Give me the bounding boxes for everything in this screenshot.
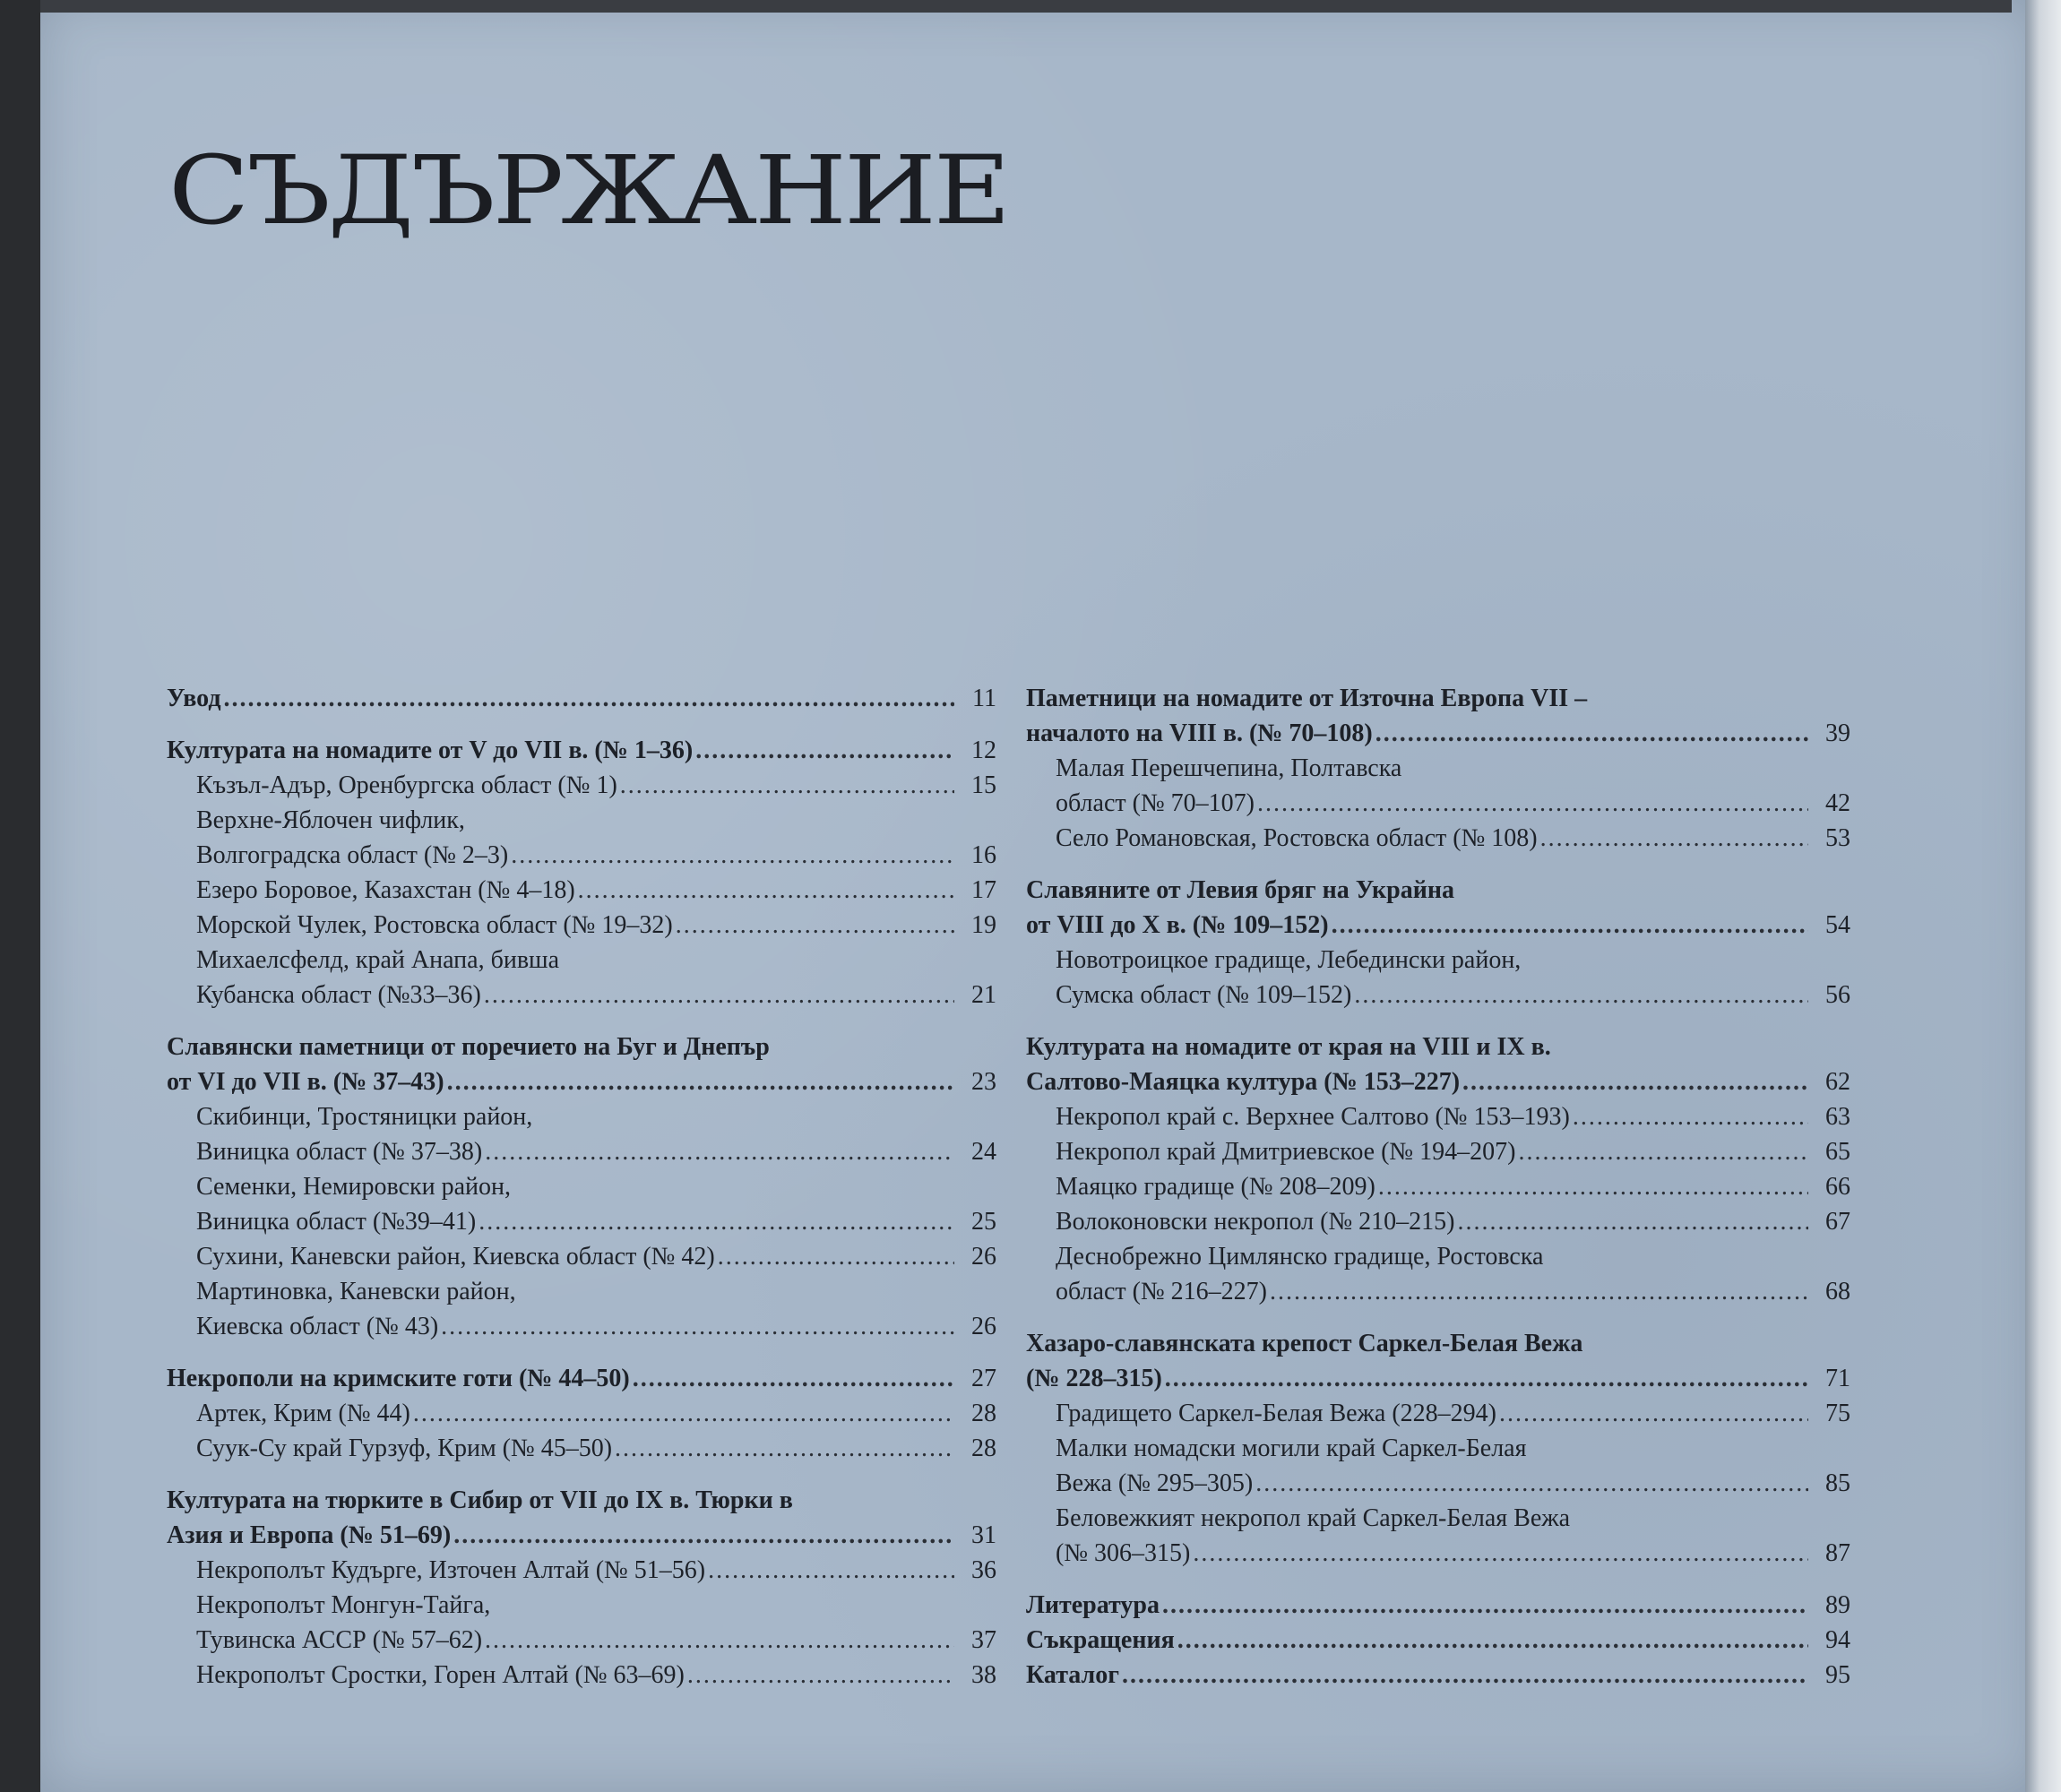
toc-page-number: 17 (971, 876, 996, 904)
toc-entry-title: Литература (1026, 1591, 1160, 1619)
toc-entry-line (1026, 1396, 1850, 1431)
toc-entry-line (167, 1134, 996, 1169)
toc-entry-line (167, 1431, 996, 1466)
toc-page-number: 38 (971, 1661, 996, 1689)
toc-entry-text-line: Семенки, Немировски район, (196, 1173, 511, 1201)
toc-entry-title: Некрополът Кудърге, Източен Алтай (№ 51–56) (196, 1556, 706, 1584)
toc-column-right (1026, 681, 1850, 1693)
toc-subentry (167, 1553, 996, 1588)
toc-page-number: 21 (971, 981, 996, 1009)
toc-entry-line (167, 1658, 996, 1693)
toc-subentry (1026, 1169, 1850, 1204)
dot-leader (676, 908, 954, 943)
dot-leader (224, 681, 954, 716)
toc-entry-line (167, 1396, 996, 1431)
toc-entry-line (1026, 1204, 1850, 1239)
dot-leader (1255, 1466, 1808, 1501)
toc-page-number: 95 (1825, 1661, 1850, 1689)
toc-page-number: 56 (1825, 981, 1850, 1009)
toc-entry-text-line: Новотроицкое градище, Лебедински район, (1056, 946, 1522, 974)
dot-leader (1177, 1623, 1808, 1658)
toc-page-number: 19 (971, 911, 996, 939)
toc-entry-title: Суук-Су край Гурзуф, Крим (№ 45–50) (196, 1434, 613, 1462)
toc-page-number: 15 (971, 771, 996, 799)
toc-page-number: 53 (1825, 824, 1850, 852)
toc-entry-line (1026, 716, 1850, 751)
toc-subentry (167, 1274, 996, 1344)
toc-entry-line (167, 1518, 996, 1553)
toc-page-number: 94 (1825, 1626, 1850, 1654)
toc-entry-line (167, 873, 996, 908)
toc-entry-line (167, 768, 996, 803)
toc-entry-title: Културата на номадите от V до VII в. (№ 1–36) (167, 737, 694, 764)
toc-section-entry (167, 1030, 996, 1099)
dot-leader (1573, 1099, 1808, 1134)
dot-leader (453, 1518, 954, 1553)
toc-entry-text-line: Деснобрежно Цимлянско градище, Ростовска (1056, 1243, 1544, 1271)
toc-column-left (167, 681, 996, 1693)
toc-section-entry (1026, 873, 1850, 943)
toc-page-number: 66 (1825, 1173, 1850, 1201)
toc-page-number: 28 (971, 1434, 996, 1462)
toc-page-number: 24 (971, 1138, 996, 1166)
toc-entry-title: Вежа (№ 295–305) (1056, 1469, 1254, 1497)
toc-subentry (1026, 821, 1850, 856)
dot-leader (615, 1431, 954, 1466)
toc-subentry (167, 908, 996, 943)
toc-page-number: 89 (1825, 1591, 1850, 1619)
toc-page-number: 67 (1825, 1208, 1850, 1236)
toc-entry-line (1026, 1536, 1850, 1571)
toc-page-number: 54 (1825, 911, 1850, 939)
toc-entry-title: началото на VIII в. (№ 70–108) (1026, 719, 1373, 747)
toc-subentry (1026, 1501, 1850, 1571)
toc-entry-text-line: Мартиновка, Каневски район, (196, 1278, 516, 1305)
toc-entry-text-line: Скибинци, Тростяницки район, (196, 1103, 533, 1131)
toc-entry-title: Сумска област (№ 109–152) (1056, 981, 1352, 1009)
toc-entry-title: Артек, Крим (№ 44) (196, 1400, 410, 1427)
toc-entry-line (1026, 1099, 1850, 1134)
toc-page-number: 28 (971, 1400, 996, 1427)
toc-section-entry (167, 1361, 996, 1396)
toc-page-number: 11 (972, 685, 996, 712)
toc-entry-text-line: Некрополът Монгун-Тайга, (196, 1591, 491, 1619)
dot-leader (633, 1361, 954, 1396)
toc-entry-line (1026, 978, 1850, 1012)
toc-entry-text-line: Беловежкият некропол край Саркел-Белая Вежа (1056, 1504, 1571, 1532)
dot-leader (708, 1553, 954, 1588)
toc-entry-line (1026, 1588, 1850, 1623)
toc-entry-line (1026, 1169, 1850, 1204)
toc-section-entry (1026, 1030, 1850, 1099)
toc-entry-text-line: Малая Перешчепина, Полтавска (1056, 754, 1402, 782)
dot-leader (1540, 821, 1808, 856)
toc-subentry (1026, 1204, 1850, 1239)
toc-entry-line (167, 1204, 996, 1239)
dot-leader (695, 733, 954, 768)
toc-entry-line (167, 1623, 996, 1658)
toc-entry-title: Градището Саркел-Белая Вежа (228–294) (1056, 1400, 1496, 1427)
toc-entry-title: Салтово-Маяцка култура (№ 153–227) (1026, 1068, 1461, 1096)
toc-page-number: 16 (971, 841, 996, 869)
dot-leader (485, 1623, 954, 1658)
dot-leader (1354, 978, 1808, 1012)
toc-entry-line (1026, 1658, 1850, 1693)
toc-section-entry (167, 681, 996, 716)
toc-entry-line (167, 1553, 996, 1588)
toc-page-number: 65 (1825, 1138, 1850, 1166)
dot-leader (1122, 1658, 1808, 1693)
toc-entry-text-line: Славянски паметници от поречието на Буг и Днепър (167, 1033, 770, 1061)
toc-entry-line (1026, 908, 1850, 943)
toc-entry-title: (№ 306–315) (1056, 1539, 1191, 1567)
toc-entry-title: Виницка област (№39–41) (196, 1208, 477, 1236)
toc-page-number: 26 (971, 1243, 996, 1271)
dot-leader (413, 1396, 954, 1431)
toc-entry-title: Маяцко градище (№ 208–209) (1056, 1173, 1375, 1201)
toc-subentry (1026, 943, 1850, 1012)
toc-section-entry (1026, 1658, 1850, 1693)
toc-page-number: 25 (971, 1208, 996, 1236)
dot-leader (1499, 1396, 1808, 1431)
toc-entry-title: Волгоградска област (№ 2–3) (196, 841, 509, 869)
toc-entry-line (1026, 1361, 1850, 1396)
toc-entry-text-line: Културата на номадите от края на VIII и IX в. (1026, 1033, 1551, 1061)
page-title: СЪДЪРЖАНИЕ (168, 134, 1008, 246)
toc-entry-line (167, 908, 996, 943)
toc-page-number: 42 (1825, 789, 1850, 817)
dot-leader (1257, 786, 1808, 821)
toc-page-number: 75 (1825, 1400, 1850, 1427)
toc-subentry (167, 768, 996, 803)
dot-leader (511, 838, 954, 873)
toc-subentry (1026, 751, 1850, 821)
toc-entry-line (167, 1064, 996, 1099)
toc-page-number: 12 (971, 737, 996, 764)
dot-leader (1378, 1169, 1808, 1204)
dot-leader (447, 1064, 954, 1099)
toc-entry-text-line: Верхне-Яблочен чифлик, (196, 806, 465, 834)
toc-entry-line (167, 1361, 996, 1396)
toc-page-number: 31 (971, 1521, 996, 1549)
page-top-shadow (40, 0, 2012, 13)
dot-leader (620, 768, 954, 803)
dot-leader (578, 873, 954, 908)
toc-entry-title: Некрополът Сростки, Горен Алтай (№ 63–69) (196, 1661, 685, 1689)
toc-page-number: 87 (1825, 1539, 1850, 1567)
toc-entry-line (1026, 821, 1850, 856)
dot-leader (484, 978, 954, 1012)
toc-entry-title: Морской Чулек, Ростовска област (№ 19–32) (196, 911, 673, 939)
dot-leader (1518, 1134, 1808, 1169)
toc-section-entry (167, 1483, 996, 1553)
toc-entry-title: Село Романовская, Ростовска област (№ 108) (1056, 824, 1538, 852)
toc-page-number: 71 (1825, 1365, 1850, 1392)
dot-leader (485, 1134, 954, 1169)
toc-entry-title: Тувинска АССР (№ 57–62) (196, 1626, 483, 1654)
page-edge (2025, 0, 2061, 1792)
toc-entry-text-line: Славяните от Левия бряг на Украйна (1026, 876, 1454, 904)
toc-entry-title: Увод (167, 685, 221, 712)
toc-entry-text-line: Паметници на номадите от Източна Европа VII – (1026, 685, 1588, 712)
toc-entry-title: Волоконовски некропол (№ 210–215) (1056, 1208, 1455, 1236)
dot-leader (1162, 1588, 1808, 1623)
toc-section-entry (1026, 1588, 1850, 1623)
toc-subentry (167, 1588, 996, 1658)
toc-subentry (167, 803, 996, 873)
toc-entry-title: Некропол край Дмитриевское (№ 194–207) (1056, 1138, 1516, 1166)
toc-entry-text-line: Културата на тюрките в Сибир от VII до IX в. Тюрки в (167, 1486, 793, 1514)
toc-entry-title: от VIII до X в. (№ 109–152) (1026, 911, 1329, 939)
dot-leader (1193, 1536, 1808, 1571)
toc-subentry (167, 1099, 996, 1169)
dot-leader (1270, 1274, 1808, 1309)
toc-entry-line (167, 1309, 996, 1344)
dot-leader (1457, 1204, 1808, 1239)
toc-page-number: 26 (971, 1313, 996, 1340)
toc-subentry (1026, 1239, 1850, 1309)
toc-subentry (167, 1396, 996, 1431)
toc-subentry (1026, 1396, 1850, 1431)
dot-leader (441, 1309, 954, 1344)
toc-entry-title: Некропол край с. Верхнее Салтово (№ 153–193) (1056, 1103, 1570, 1131)
toc-entry-title: Къзъл-Адър, Оренбургска област (№ 1) (196, 771, 617, 799)
toc-page-number: 36 (971, 1556, 996, 1584)
toc-page-number: 68 (1825, 1278, 1850, 1305)
toc-section-entry (1026, 1326, 1850, 1396)
toc-entry-line (167, 1239, 996, 1274)
toc-entry-line (1026, 1274, 1850, 1309)
toc-page-number: 23 (971, 1068, 996, 1096)
toc-entry-line (167, 681, 996, 716)
dot-leader (1165, 1361, 1808, 1396)
toc-page-number: 27 (971, 1365, 996, 1392)
toc-entry-title: от VI до VII в. (№ 37–43) (167, 1068, 444, 1096)
toc-subentry (1026, 1134, 1850, 1169)
toc-page-number: 85 (1825, 1469, 1850, 1497)
toc-subentry (1026, 1431, 1850, 1501)
dot-leader (1332, 908, 1808, 943)
toc-subentry (167, 873, 996, 908)
toc-entry-title: (№ 228–315) (1026, 1365, 1162, 1392)
toc-entry-line (1026, 1623, 1850, 1658)
toc-entry-title: Виницка област (№ 37–38) (196, 1138, 483, 1166)
toc-page-number: 37 (971, 1626, 996, 1654)
toc-entry-title: област (№ 216–227) (1056, 1278, 1267, 1305)
toc-entry-title: Некрополи на кримските готи (№ 44–50) (167, 1365, 630, 1392)
toc-entry-line (1026, 1134, 1850, 1169)
toc-entry-title: област (№ 70–107) (1056, 789, 1255, 817)
toc-entry-title: Азия и Европа (№ 51–69) (167, 1521, 452, 1549)
toc-page-number: 63 (1825, 1103, 1850, 1131)
toc-entry-title: Езеро Боровое, Казахстан (№ 4–18) (196, 876, 575, 904)
toc-entry-line (167, 733, 996, 768)
toc-entry-line (1026, 1064, 1850, 1099)
toc-entry-text-line: Малки номадски могили край Саркел-Белая (1056, 1434, 1527, 1462)
dot-leader (1462, 1064, 1808, 1099)
toc-entry-text-line: Хазаро-славянската крепост Саркел-Белая Вежа (1026, 1330, 1583, 1357)
toc-subentry (167, 1239, 996, 1274)
toc-subentry (167, 943, 996, 1012)
toc-entry-text-line: Михаелсфелд, край Анапа, бивша (196, 946, 560, 974)
toc-entry-title: Каталог (1026, 1661, 1119, 1689)
toc-entry-line (167, 838, 996, 873)
dot-leader (1375, 716, 1808, 751)
toc-entry-title: Съкращения (1026, 1626, 1175, 1654)
toc-subentry (167, 1169, 996, 1239)
dot-leader (718, 1239, 954, 1274)
dot-leader (687, 1658, 954, 1693)
toc-entry-title: Сухини, Каневски район, Киевска област (№ 42) (196, 1243, 715, 1271)
toc-page-number: 62 (1825, 1068, 1850, 1096)
toc-entry-line (1026, 786, 1850, 821)
toc-subentry (1026, 1099, 1850, 1134)
toc-entry-title: Кубанска област (№33–36) (196, 981, 481, 1009)
toc-subentry (167, 1431, 996, 1466)
dot-leader (479, 1204, 954, 1239)
toc-subentry (167, 1658, 996, 1693)
toc-section-entry (1026, 1623, 1850, 1658)
toc-section-entry (167, 733, 996, 768)
toc-entry-line (1026, 1466, 1850, 1501)
toc-section-entry (1026, 681, 1850, 751)
toc-entry-line (167, 978, 996, 1012)
toc-entry-title: Киевска област (№ 43) (196, 1313, 439, 1340)
toc-page-number: 39 (1825, 719, 1850, 747)
